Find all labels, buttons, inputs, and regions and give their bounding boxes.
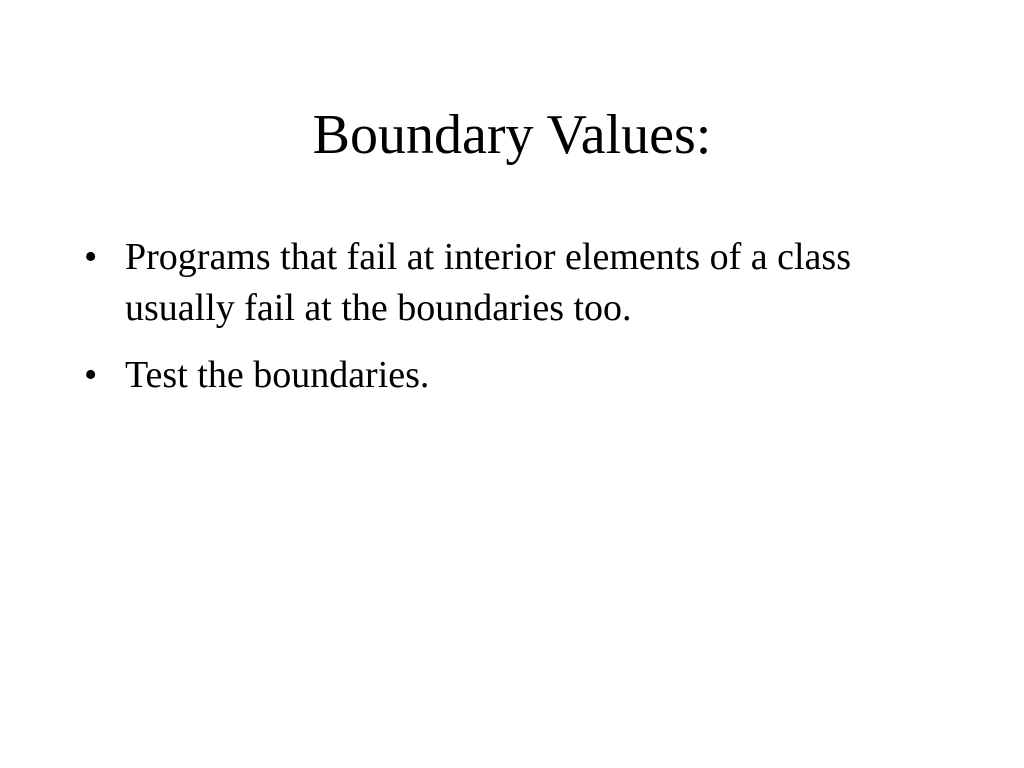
bullet-text: Programs that fail at interior elements of a class usually fail at the boundaries too. (125, 236, 851, 329)
bullet-list (84, 232, 944, 417)
bullet-item (84, 350, 944, 401)
bullet-text: Test the boundaries. (125, 354, 430, 396)
bullet-marker: • (84, 354, 98, 396)
bullet-marker: • (84, 236, 98, 278)
bullet-item (84, 232, 944, 334)
slide-title: Boundary Values: (312, 104, 712, 166)
